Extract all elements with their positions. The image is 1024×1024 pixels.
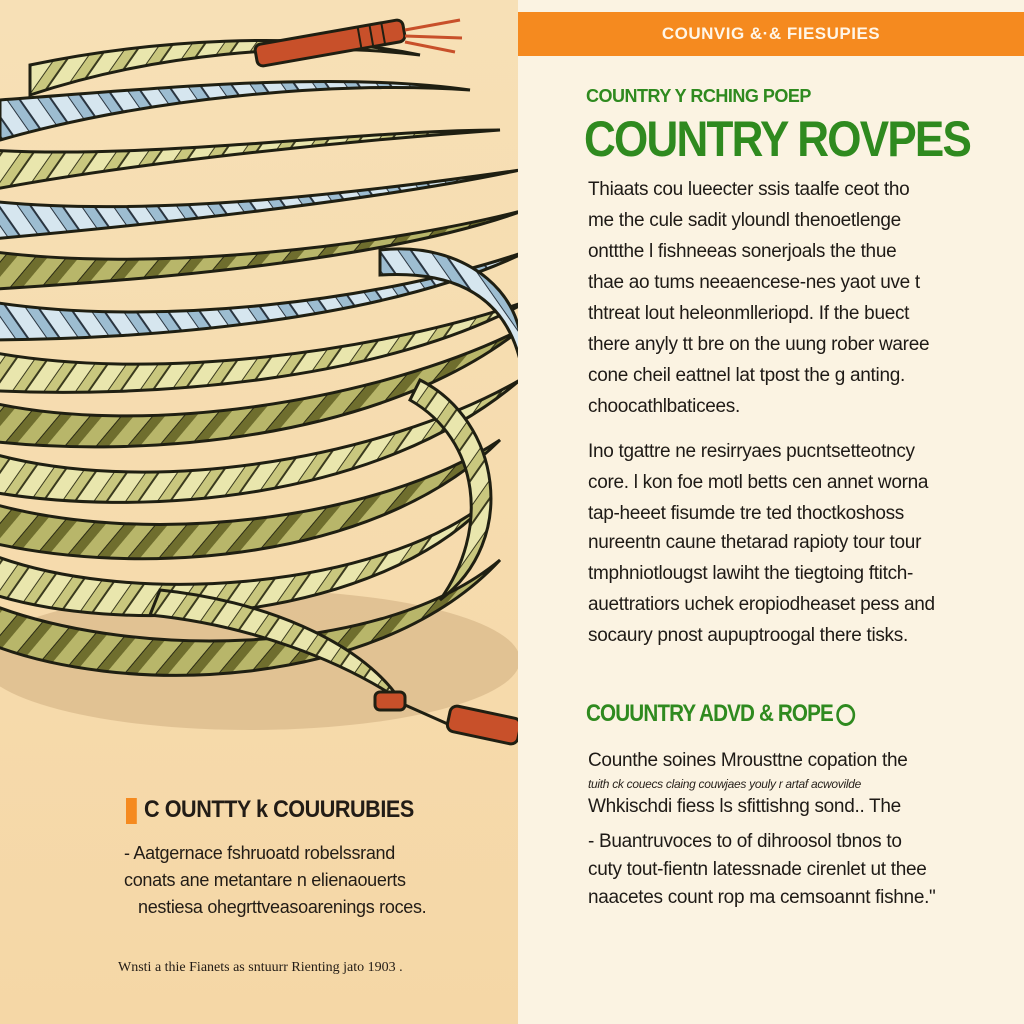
footer-caption: Wnsti a thie Fianets as sntuurr Rienting jato 1903 . xyxy=(118,960,403,975)
paragraph-line: Ino tgattre ne resirryaes pucntsetteotncy xyxy=(588,441,915,462)
header-banner: COUNVIG &·& FIESUPIES xyxy=(518,12,1024,56)
paragraph-line: core. l kon foe motl betts cen annet worna xyxy=(588,472,929,493)
paragraph-line: me the cule sadit yloundl thenoetlenge xyxy=(588,210,901,231)
article-kicker: COUNTRY Y RCHING POEP xyxy=(586,86,811,106)
rope-end-top xyxy=(254,19,462,67)
sidebar-note-line: nestiesa ohegrttveasoarenings roces. xyxy=(138,897,427,917)
article-paragraph-3 xyxy=(588,527,938,651)
sidebar-heading-text: C OUNTTY k COUURUBIES xyxy=(144,796,414,823)
sidebar-heading xyxy=(126,796,414,824)
paragraph-line: thtreat lout heleonmlleriopd. If the buect xyxy=(588,303,910,324)
paragraph-line: there anyly tt bre on the uung rober waree xyxy=(588,334,930,355)
paragraph-line: tap-heeet fisumde tre ted thoctkoshoss xyxy=(588,503,905,524)
article-paragraph-2 xyxy=(588,436,938,529)
paragraph-line: socaury pnost aupuptroogal there tisks. xyxy=(588,625,908,646)
advice-intro: Counthe soines Mrousttne copation the xyxy=(588,750,908,771)
sidebar-note-line: conats ane metantare n elienaouerts xyxy=(124,870,406,890)
quote-block xyxy=(588,828,948,912)
article-paragraph-1 xyxy=(588,174,938,422)
advice-block xyxy=(588,748,948,820)
advice-small-print: tuith ck couecs claing couwjaes youly r artaf acwovilde xyxy=(588,777,861,791)
paragraph-line: nureentn caune thetarad rapioty tour tour xyxy=(588,532,922,553)
paragraph-line: thae ao tums neeaencese-nes yaot uve t xyxy=(588,272,920,293)
paragraph-line: auettratiors uchek eropiodheaset pess and xyxy=(588,594,935,615)
paragraph-line: cone cheil eattnel lat tpost the g anting. xyxy=(588,365,905,386)
heading-marker xyxy=(126,798,137,824)
paragraph-line: onttthe l fishneeas sonerjoals the thue xyxy=(588,241,897,262)
sidebar-note xyxy=(124,840,444,921)
quote-line: cuty tout-fientn latessnade cirenlet ut thee xyxy=(588,859,927,880)
paragraph-line: choocathlbaticees. xyxy=(588,396,740,417)
coiled-rope-illustration xyxy=(0,0,518,780)
quote-line: naacetes count rop ma cemsoannt fishne." xyxy=(588,887,936,908)
advice-section-title xyxy=(586,700,855,728)
advice-section-title-text: COUUNTRY ADVD & ROPE xyxy=(586,700,833,727)
sidebar-note-line: - Aatgernace fshruoatd robelssrand xyxy=(124,843,395,863)
rope-knot-badge-icon xyxy=(836,704,855,726)
advice-line: Whkischdi fiess ls sfittishng sond.. The xyxy=(588,796,901,817)
paragraph-line: Thiaats cou lueecter ssis taalfe ceot tho xyxy=(588,179,910,200)
article-title: COUNTRY ROVPES xyxy=(584,111,971,167)
quote-line: - Buantruvoces to of dihroosol tbnos to xyxy=(588,831,902,852)
paragraph-line: tmphniotlougst lawiht the tiegtoing ftitch- xyxy=(588,563,914,584)
